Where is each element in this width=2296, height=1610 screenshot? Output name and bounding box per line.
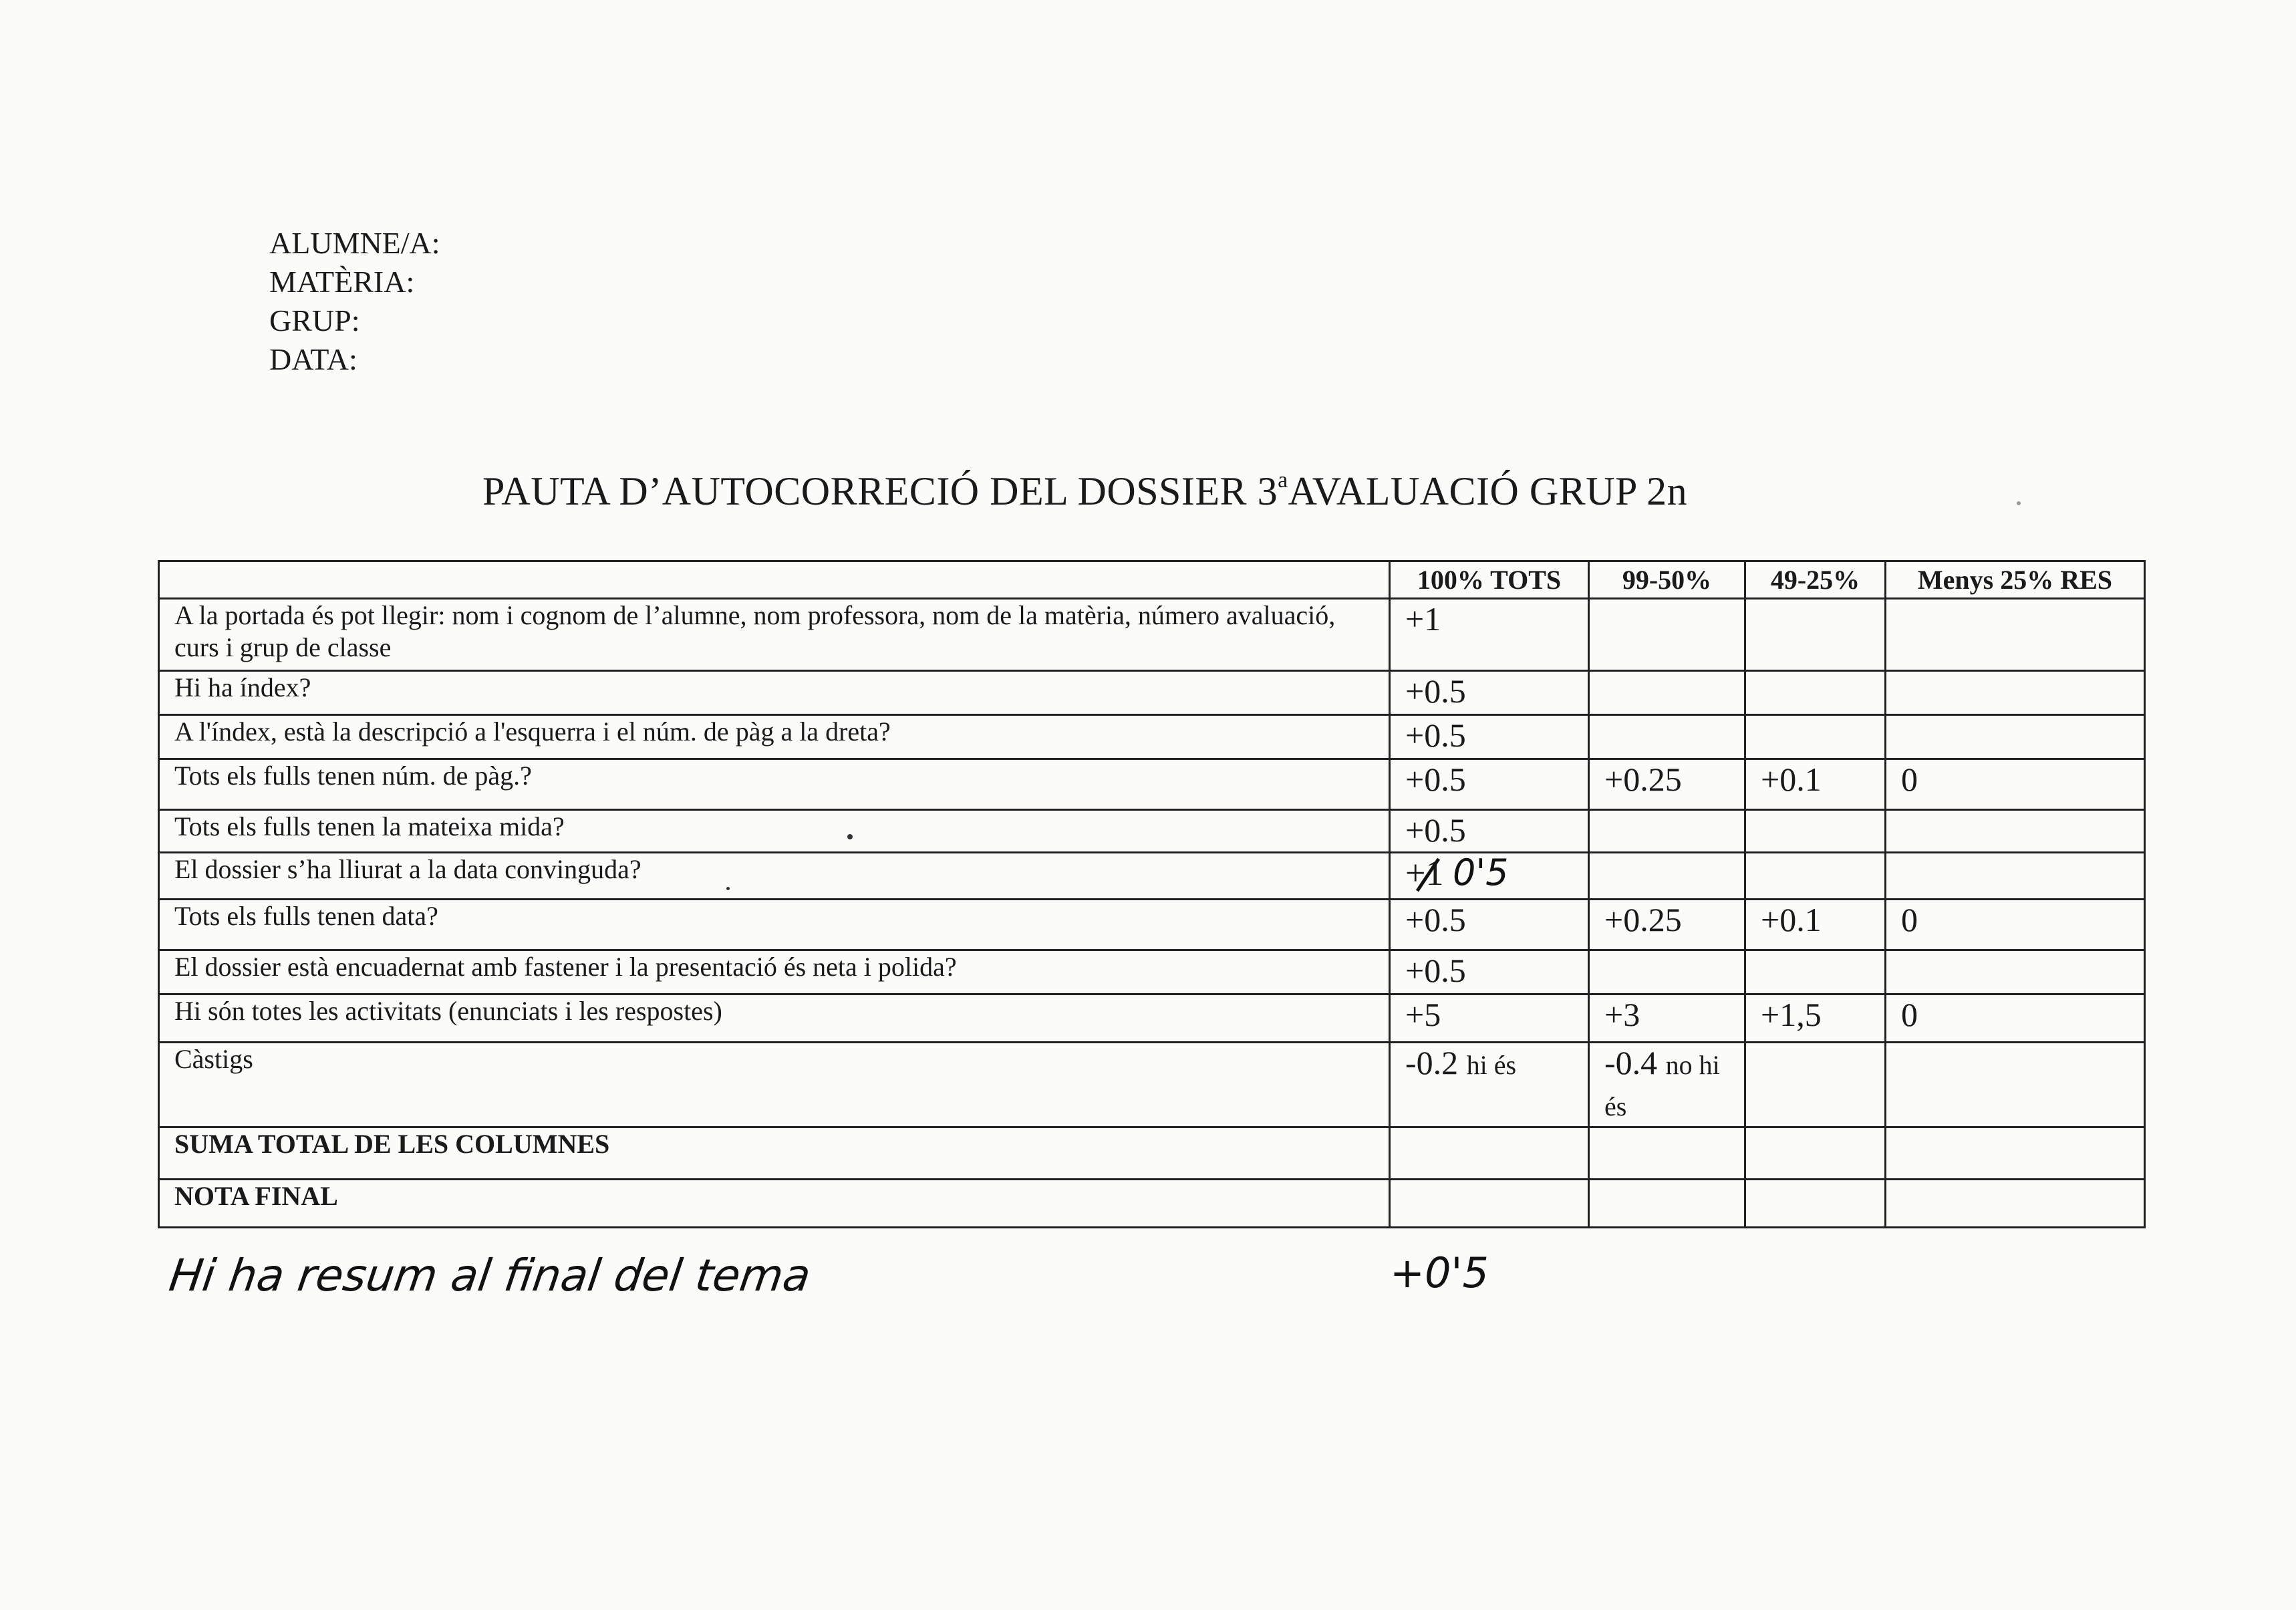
row-criterion: Càstigs — [159, 1043, 1390, 1127]
row-value-99-50 — [1589, 810, 1745, 853]
page-title — [482, 468, 1687, 515]
ink-speck — [726, 887, 730, 890]
table-row — [159, 671, 2145, 715]
table-row — [159, 1127, 2145, 1180]
original-value: +1 — [1405, 853, 1444, 893]
row-value-49-25 — [1745, 853, 1886, 900]
header-criterion — [159, 561, 1390, 599]
table-row — [159, 853, 2145, 900]
row-value-49-25: +0.1 — [1745, 900, 1886, 950]
row-value-49-25: +0.1 — [1745, 759, 1886, 810]
row-total-label: SUMA TOTAL DE LES COLUMNES — [159, 1127, 1390, 1180]
header-less-25: Menys 25% RES — [1886, 561, 2145, 599]
penalty-absent-note: no hi és — [1604, 1050, 1720, 1121]
row-value-99-50: +0.25 — [1589, 900, 1745, 950]
row-value-100 — [1390, 853, 1589, 900]
row-value-100: +0.5 — [1390, 715, 1589, 759]
row-value-100: +0.5 — [1390, 950, 1589, 994]
row-value-99-50 — [1589, 853, 1745, 900]
ink-speck — [2017, 501, 2021, 505]
row-value-less-25 — [1886, 853, 2145, 900]
field-alumne: ALUMNE/A: — [269, 226, 440, 260]
row-value-49-25 — [1745, 671, 1886, 715]
row-criterion: Hi són totes les activitats (enunciats i les respostes) — [159, 994, 1390, 1043]
row-value-99-50 — [1589, 1043, 1745, 1127]
field-materia: MATÈRIA: — [269, 265, 415, 299]
title-superscript: a — [1278, 468, 1288, 493]
row-value-100 — [1390, 1043, 1589, 1127]
penalty-present-note: hi és — [1466, 1050, 1517, 1080]
title-main: PAUTA D’AUTOCORRECIÓ DEL DOSSIER 3 — [482, 469, 1278, 513]
row-value-less-25: 0 — [1886, 900, 2145, 950]
row-criterion: A la portada és pot llegir: nom i cognom de l’alumne, nom professora, nom de la matèria, número avaluació, curs i grup de classe — [159, 599, 1390, 671]
row-value-less-25 — [1886, 810, 2145, 853]
row-value-100 — [1390, 1127, 1589, 1180]
row-value-less-25 — [1886, 1180, 2145, 1228]
row-criterion: El dossier s’ha lliurat a la data convinguda? — [159, 853, 1390, 900]
table-row — [159, 950, 2145, 994]
row-value-49-25 — [1745, 810, 1886, 853]
table-row — [159, 900, 2145, 950]
header-49-25: 49-25% — [1745, 561, 1886, 599]
table-row — [159, 994, 2145, 1043]
field-grup: GRUP: — [269, 303, 360, 338]
row-value-99-50 — [1589, 950, 1745, 994]
row-value-100: +1 — [1390, 599, 1589, 671]
row-value-100 — [1390, 1180, 1589, 1228]
row-value-99-50 — [1589, 1180, 1745, 1228]
ink-speck — [847, 834, 853, 839]
title-rest: AVALUACIÓ GRUP 2n — [1288, 469, 1688, 513]
row-value-49-25 — [1745, 1127, 1886, 1180]
handwritten-note: Hi ha resum al final del tema — [166, 1250, 814, 1301]
row-value-less-25: 0 — [1886, 994, 2145, 1043]
field-data: DATA: — [269, 342, 357, 376]
row-value-less-25 — [1886, 1127, 2145, 1180]
row-criterion: Tots els fulls tenen data? — [159, 900, 1390, 950]
table-header-row — [159, 561, 2145, 599]
header-99-50: 99-50% — [1589, 561, 1745, 599]
row-criterion: El dossier està encuadernat amb fastener i la presentació és neta i polida? — [159, 950, 1390, 994]
handwritten-correction: 0'5 — [1452, 852, 1509, 894]
strike-mark — [1415, 857, 1441, 892]
table-row — [159, 810, 2145, 853]
row-criterion: Tots els fulls tenen la mateixa mida? — [159, 810, 1390, 853]
row-value-49-25: +1,5 — [1745, 994, 1886, 1043]
row-value-100: +0.5 — [1390, 671, 1589, 715]
row-value-less-25 — [1886, 1043, 2145, 1127]
row-value-99-50 — [1589, 671, 1745, 715]
row-value-100: +5 — [1390, 994, 1589, 1043]
table-row — [159, 1180, 2145, 1228]
grading-table — [158, 560, 2146, 1228]
row-value-100: +0.5 — [1390, 900, 1589, 950]
table-row — [159, 1043, 2145, 1127]
row-value-less-25 — [1886, 715, 2145, 759]
header-100: 100% TOTS — [1390, 561, 1589, 599]
row-final-grade-label: NOTA FINAL — [159, 1180, 1390, 1228]
row-value-49-25 — [1745, 1043, 1886, 1127]
row-value-49-25 — [1745, 950, 1886, 994]
row-value-49-25 — [1745, 599, 1886, 671]
row-value-less-25: 0 — [1886, 759, 2145, 810]
row-value-less-25 — [1886, 671, 2145, 715]
student-header — [269, 224, 440, 379]
row-criterion: A l'índex, està la descripció a l'esquerra i el núm. de pàg a la dreta? — [159, 715, 1390, 759]
handwritten-note-value: +0'5 — [1390, 1248, 1489, 1297]
row-value-less-25 — [1886, 599, 2145, 671]
row-value-less-25 — [1886, 950, 2145, 994]
table-row — [159, 759, 2145, 810]
corrected-value — [1405, 853, 1509, 892]
row-value-49-25 — [1745, 715, 1886, 759]
penalty-present-value: -0.2 — [1405, 1044, 1459, 1081]
row-criterion: Hi ha índex? — [159, 671, 1390, 715]
penalty-absent-value: -0.4 — [1604, 1044, 1658, 1081]
row-value-100: +0.5 — [1390, 759, 1589, 810]
row-value-100: +0.5 — [1390, 810, 1589, 853]
row-value-99-50: +3 — [1589, 994, 1745, 1043]
row-value-99-50 — [1589, 1127, 1745, 1180]
row-criterion: Tots els fulls tenen núm. de pàg.? — [159, 759, 1390, 810]
row-value-49-25 — [1745, 1180, 1886, 1228]
table-row — [159, 599, 2145, 671]
table-row — [159, 715, 2145, 759]
row-value-99-50: +0.25 — [1589, 759, 1745, 810]
row-value-99-50 — [1589, 715, 1745, 759]
row-value-99-50 — [1589, 599, 1745, 671]
